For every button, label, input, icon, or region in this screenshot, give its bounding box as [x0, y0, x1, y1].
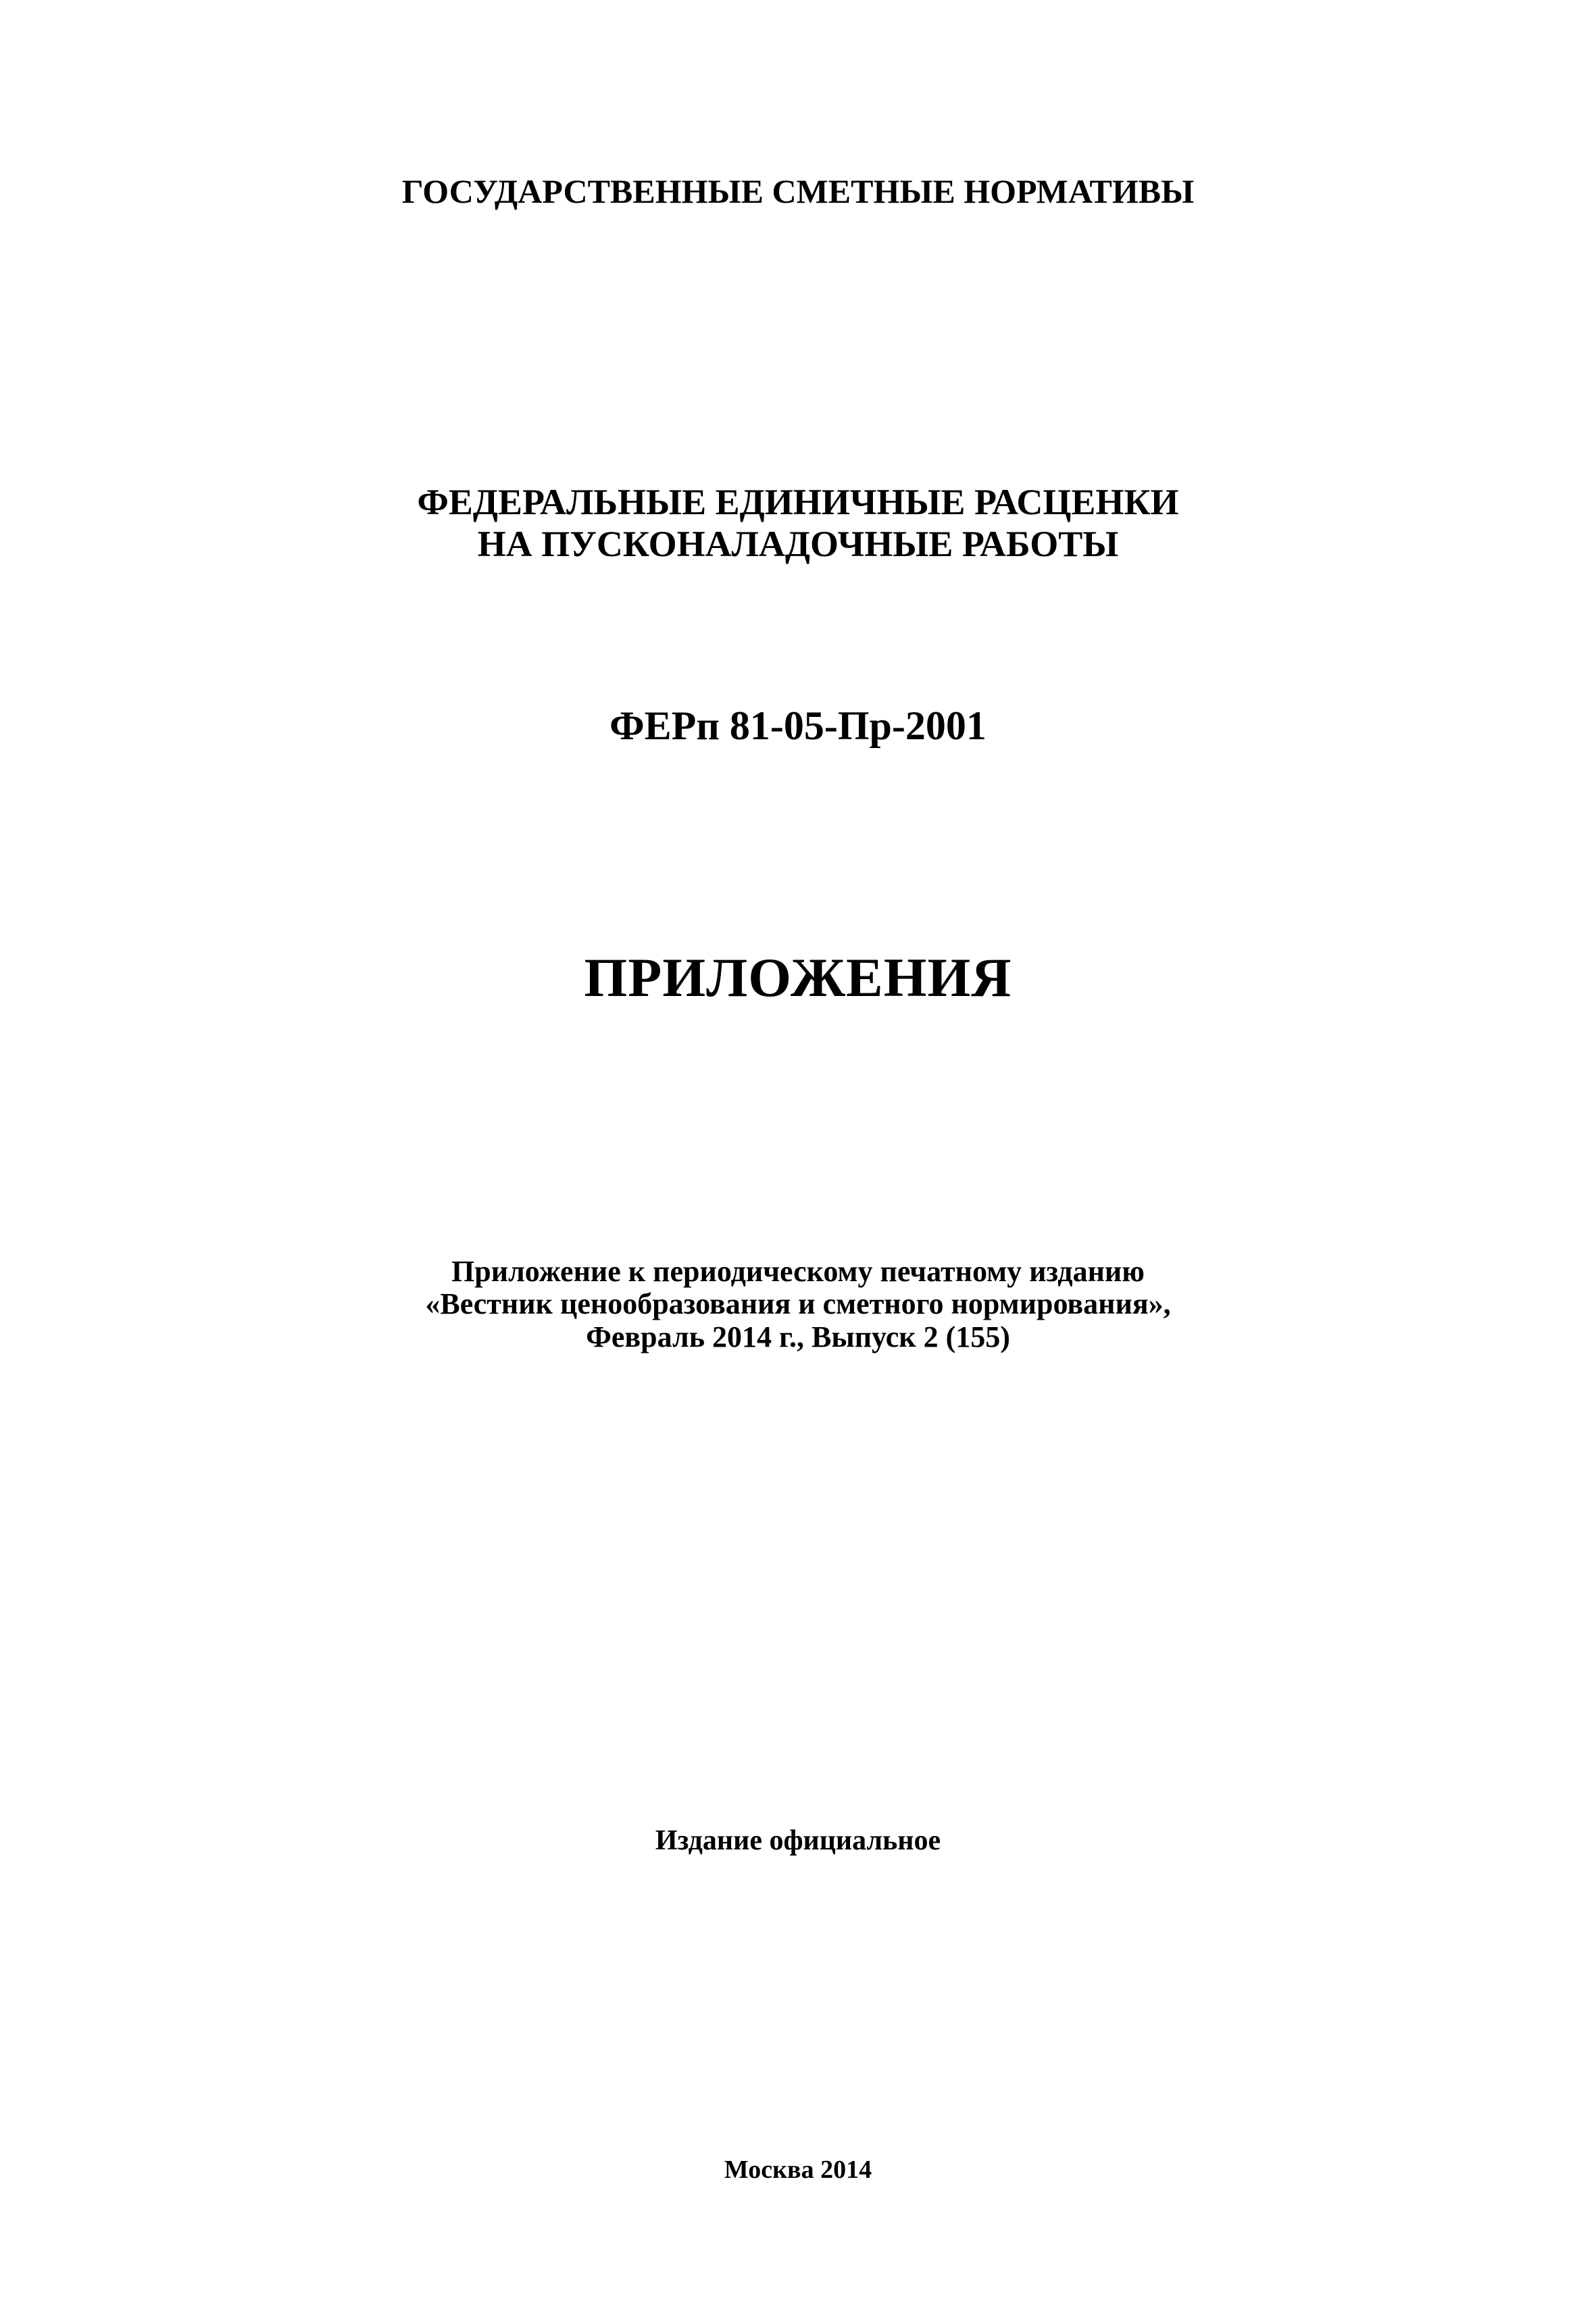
publication-note-line-1: Приложение к периодическому печатному изданию — [451, 1255, 1145, 1288]
publication-note-line-3: Февраль 2014 г., Выпуск 2 (155) — [586, 1320, 1010, 1353]
document-code: ФЕРп 81-05-Пр-2001 — [609, 703, 987, 748]
section-title: ПРИЛОЖЕНИЯ — [584, 947, 1012, 1008]
document-title-line-2: НА ПУСКОНАЛАДОЧНЫЕ РАБОТЫ — [477, 524, 1119, 565]
publication-note — [0, 1255, 1596, 1353]
place-and-year: Москва 2014 — [724, 2156, 872, 2184]
document-title-line-1: ФЕДЕРАЛЬНЫЕ ЕДИНИЧНЫЕ РАСЦЕНКИ — [417, 482, 1179, 522]
publication-note-line-2: «Вестник ценообразования и сметного нормирования», — [425, 1287, 1171, 1321]
standards-header: ГОСУДАРСТВЕННЫЕ СМЕТНЫЕ НОРМАТИВЫ — [401, 172, 1195, 210]
edition-label: Издание официальное — [655, 1825, 941, 1856]
document-title — [0, 481, 1596, 565]
